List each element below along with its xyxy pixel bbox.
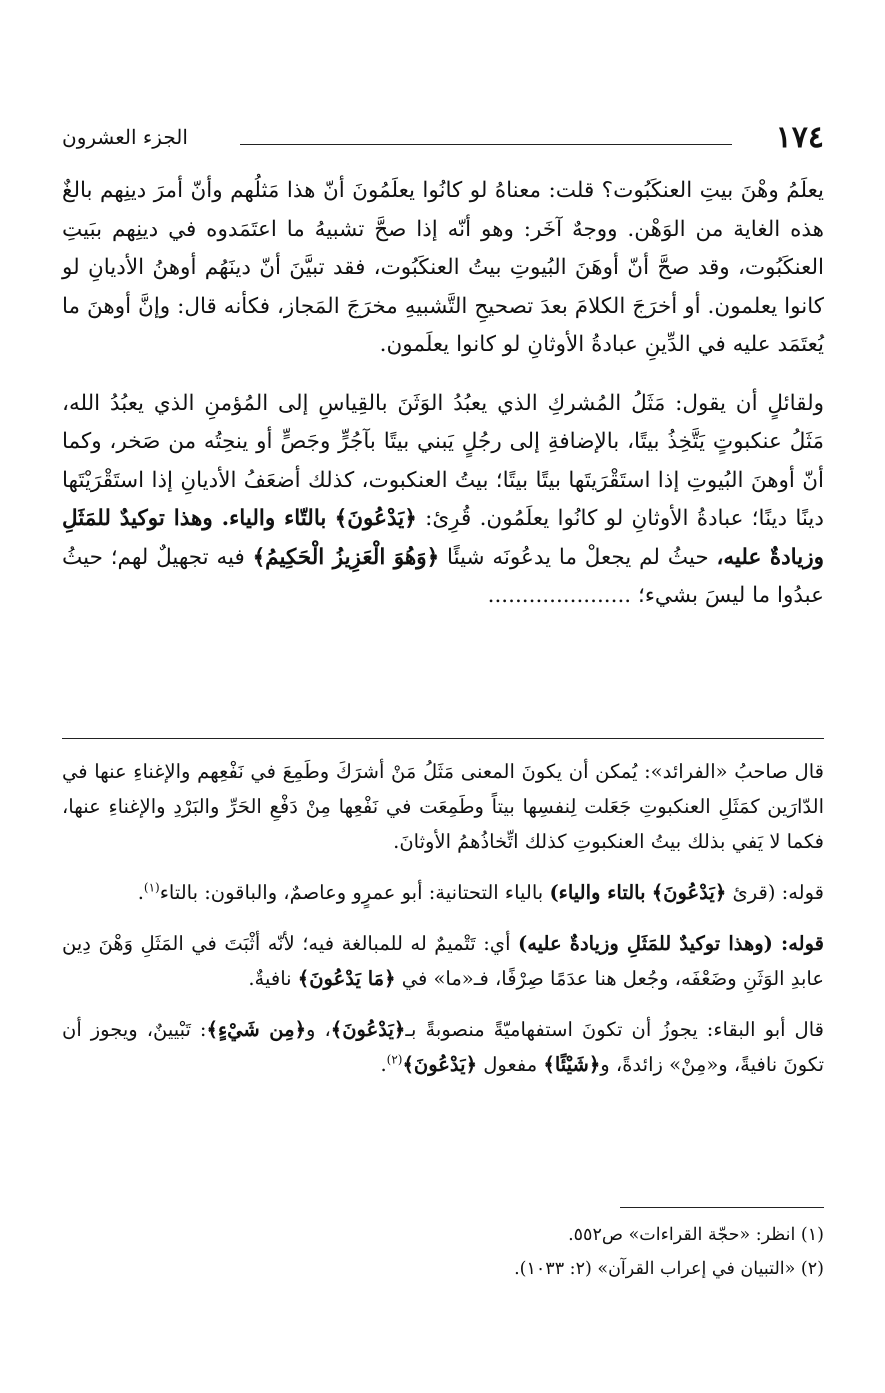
main-paragraph-1: يعلَمُ وهْنَ بيتِ العنكَبُوت؟ قلت: معناهُ لو كانُوا يعلَمُونَ أنّ هذا مَثلُهم وأنّ أمرَ دينِهم بالغٌ هذه الغاية من الوَهْن. ووجهٌ آخَر: وهو أنّه إذا صحَّ تشبيهُ ما اعتَمَدوه في دينِهم ببَيتِ العنكَبُوت، وقد صحَّ أنّ أوهَنَ البُيوتِ بيتُ العنكَبُوت، فقد تبيَّنَ أنّ دينَهُم أوهنُ الأديانِ لو كانوا يعلمون. أو أخرَجَ الكلامَ بعدَ تصحيحِ التَّشبيهِ مخرَجَ المَجاز، فكأنه قال: وإنَّ أوهنَ ما يُعتَمَد عليه في الدِّينِ عبادةُ الأوثانِ لو كانوا يعلَمون. bbox=[62, 178, 824, 357]
commentary-2-bold: بالتاء والياء) bbox=[549, 881, 646, 904]
footnote-1: (١) انظر: «حجّة القراءات» ص٥٥٢. bbox=[568, 1225, 824, 1245]
commentary-4-part-b: ، و bbox=[306, 1018, 331, 1041]
commentary-paragraph-2: قوله: (قرئ ﴿يَدْعُونَ﴾ بالتاء والياء) بالياء التحتانية: أبو عمرٍو وعاصمٌ، والباقون: بالتاء$^{(١)}$. bbox=[137, 880, 824, 904]
page-number: ١٧٤ bbox=[775, 120, 824, 155]
commentary-text bbox=[62, 754, 824, 1098]
quran-verse: ﴿شَيْئًا﴾ bbox=[543, 1053, 601, 1076]
page-header bbox=[62, 118, 824, 158]
footnote-ref-2[interactable]: (٢) bbox=[386, 1052, 403, 1067]
quran-verse: ﴿مَا يَدْعُونَ﴾ bbox=[297, 967, 396, 990]
commentary-3-bold: قوله: (وهذا توكيدٌ للمَثَلِ وزيادةٌ عليه) bbox=[517, 932, 824, 955]
main-paragraph-2-part-a: ولقائلٍ أن يقول: مَثَلُ المُشركِ الذي يعبُدُ الوَثَنَ بالقِياسِ إلى المُؤمنِ الذي يعبُدُ الله، مَثَلُ عنكبوتٍ يَتَّخِذُ بيتًا، بالإضافةِ إلى رجُلٍ يَبني بيتًا بآجُرٍّ وجَصٍّ أو ينحِتُه من صَخر، وكما أنّ أوهنَ البُيوتِ إذا استَقْرَيتَها بيتًا بيتًا؛ بيتُ العنكبوت، كذلك أضعَفُ الأديانِ إذا استَقْرَيْتَها دينًا دينًا؛ عبادةُ الأوثانِ لو كانُوا يعلَمُون. قُرِئ: bbox=[62, 390, 824, 531]
commentary-paragraph-3 bbox=[62, 926, 824, 996]
main-paragraph-2 bbox=[62, 385, 824, 616]
commentary-paragraph-1: قال صاحبُ «الفرائد»: يُمكن أن يكونَ المعنى مَثَلُ مَنْ أشرَكَ وطَمِعَ في نَفْعِهم والإغناءِ عنها في الدّارَين كمَثَلِ العنكبوتِ جَعَلت لِنفسِها بيتاً وطَمِعَت في نَفْعِها مِنْ دَفْعِ الحَرِّ والبَرْدِ والإغناءِ عنها، فكما لا يَفي بذلك بيتُ العنكبوتِ كذلك اتِّخاذُهمُ الأوثانَ. bbox=[62, 760, 824, 853]
header-rule bbox=[240, 144, 732, 145]
quran-verse: ﴿يَدْعُونَ﴾ bbox=[402, 1053, 478, 1076]
main-paragraph-2-part-c: حيثُ لم يجعلْ ما يدعُونَه شيئًا bbox=[447, 544, 709, 570]
footnotes bbox=[62, 1218, 824, 1286]
footnote-ref-1[interactable]: (١) bbox=[143, 880, 160, 895]
quran-verse: ﴿مِن شَيْءٍ﴾ bbox=[206, 1018, 307, 1041]
commentary-2-part-c: بالياء التحتانية: أبو عمرٍو وعاصمٌ، والباقون: بالتاء bbox=[159, 881, 544, 904]
commentary-3-part-b: أي: تَتْميمٌ له للمبالغة فيه؛ لأنّه أثْبَتَ في المَثَلِ وَهْنَ دِين عابدِ الوَثَنِ وضَعْفَه، وجُعل هنا عدَمًا صِرْفًا، فـ«ما» في bbox=[62, 932, 824, 990]
main-paragraph-2-part-d: فيه تجهيلٌ لهم؛ حيثُ عبدُوا ما ليسَ بشيء؛ bbox=[62, 544, 824, 608]
quran-verse: ﴿يَدْعُونَ﴾ bbox=[330, 1018, 406, 1041]
ellipsis-dots: ..................... bbox=[487, 583, 632, 608]
main-text bbox=[62, 172, 824, 616]
commentary-4-part-c: : تَبْيينٌ، ويجوز أن تكونَ نافيةً، و«مِنْ» زائدةً، و bbox=[62, 1018, 824, 1076]
footnote-2: (٢) «التبيان في إعراب القرآن» (٢: ١٠٣٣). bbox=[514, 1259, 824, 1279]
commentary-2-part-a: قوله: (قرئ bbox=[732, 881, 824, 904]
commentary-3-part-c: نافيةٌ. bbox=[248, 967, 292, 990]
quran-verse: ﴿يَدْعُونَ﴾ bbox=[334, 506, 417, 531]
commentary-paragraph-4: قال أبو البقاء: يجوزُ أن تكونَ استفهاميّةً منصوبةً بـ﴿يَدْعُونَ﴾، و﴿مِن شَيْءٍ﴾: تَبْيينٌ، ويجوز أن تكونَ نافيةً، و«مِنْ» زائدةً، و﴿شَيْئًا﴾ مفعول ﴿يَدْعُونَ﴾$^{(٢)}$. bbox=[62, 1018, 824, 1076]
part-title: الجزء العشرون bbox=[62, 125, 188, 149]
quran-verse: ﴿يَدْعُونَ﴾ bbox=[651, 881, 727, 904]
commentary-divider bbox=[62, 738, 824, 739]
quran-verse: ﴿وَهُوَ الْعَزِيزُ الْحَكِيمُ﴾ bbox=[252, 544, 440, 570]
footnote-divider bbox=[620, 1207, 824, 1208]
main-paragraph-2-bold: بالتّاء والياء. وهذا توكيدٌ للمَثَلِ وزيادةٌ عليه، bbox=[62, 506, 824, 570]
commentary-4-part-a: قال أبو البقاء: يجوزُ أن تكونَ استفهاميّةً منصوبةً بـ bbox=[405, 1018, 824, 1041]
commentary-4-part-d: مفعول bbox=[483, 1053, 538, 1076]
